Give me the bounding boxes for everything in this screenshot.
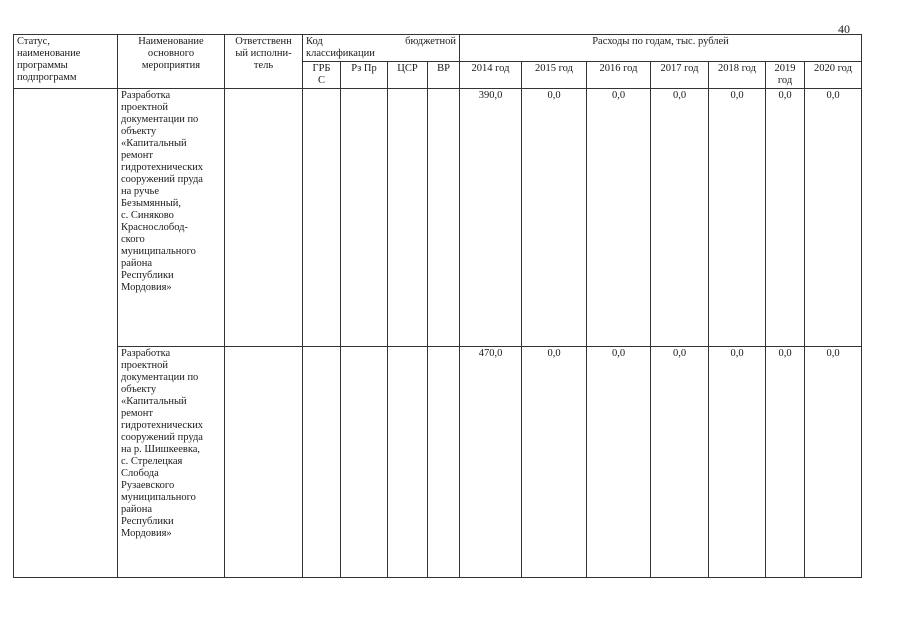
table-row <box>14 89 862 347</box>
value-2017: 0,0 <box>651 89 709 347</box>
header-2014: 2014 год <box>460 62 522 89</box>
value-2014: 470,0 <box>460 347 522 578</box>
vr-cell <box>428 347 460 578</box>
value-2020: 0,0 <box>805 347 862 578</box>
status-cell <box>14 89 118 578</box>
value-2019: 0,0 <box>766 89 805 347</box>
header-2018: 2018 год <box>709 62 766 89</box>
value-2017: 0,0 <box>651 347 709 578</box>
value-2016: 0,0 <box>587 347 651 578</box>
header-2019: 2019 год <box>766 62 805 89</box>
responsible-cell <box>225 347 303 578</box>
value-2020: 0,0 <box>805 89 862 347</box>
event-name-cell: Разработка проектной документации по объекту «Капитальный ремонт гидротехнических сооружений пруда на ручье Безымянный, с. Синяково Краснослобод- ского муниципального района Республики Мордовия» <box>118 89 225 347</box>
rzpr-cell <box>341 347 388 578</box>
header-2017: 2017 год <box>651 62 709 89</box>
grbs-cell <box>303 347 341 578</box>
header-status: Статус, наименование программы подпрограмм <box>14 35 118 89</box>
header-vr: ВР <box>428 62 460 89</box>
header-csr: ЦСР <box>388 62 428 89</box>
header-expenses: Расходы по годам, тыс. рублей <box>460 35 862 62</box>
header-budget-code-line2: классификации <box>306 48 375 59</box>
header-responsible: Ответственн ый исполни- тель <box>225 35 303 89</box>
header-budget-code-left: Код <box>306 36 323 47</box>
responsible-cell <box>225 89 303 347</box>
header-2015: 2015 год <box>522 62 587 89</box>
rzpr-cell <box>341 89 388 347</box>
vr-cell <box>428 89 460 347</box>
value-2018: 0,0 <box>709 89 766 347</box>
header-event-name: Наименование основного мероприятия <box>118 35 225 89</box>
budget-table <box>13 34 862 578</box>
header-rzpr: Рз Пр <box>341 62 388 89</box>
value-2014: 390,0 <box>460 89 522 347</box>
header-budget-code-right: бюджетной <box>405 36 456 47</box>
page-number: 40 <box>838 22 850 36</box>
value-2015: 0,0 <box>522 89 587 347</box>
header-2020: 2020 год <box>805 62 862 89</box>
header-grbs: ГРБ С <box>303 62 341 89</box>
grbs-cell <box>303 89 341 347</box>
header-2016: 2016 год <box>587 62 651 89</box>
csr-cell <box>388 89 428 347</box>
csr-cell <box>388 347 428 578</box>
header-row-1 <box>14 35 862 62</box>
value-2018: 0,0 <box>709 347 766 578</box>
value-2016: 0,0 <box>587 89 651 347</box>
value-2015: 0,0 <box>522 347 587 578</box>
value-2019: 0,0 <box>766 347 805 578</box>
table-row <box>14 347 862 578</box>
header-budget-code <box>303 35 460 62</box>
event-name-cell: Разработка проектной документации по объекту «Капитальный ремонт гидротехнических сооружений пруда на р. Шишкеевка, с. Стрелецкая Слобода Рузаевского муниципального района Республики Мордовия» <box>118 347 225 578</box>
